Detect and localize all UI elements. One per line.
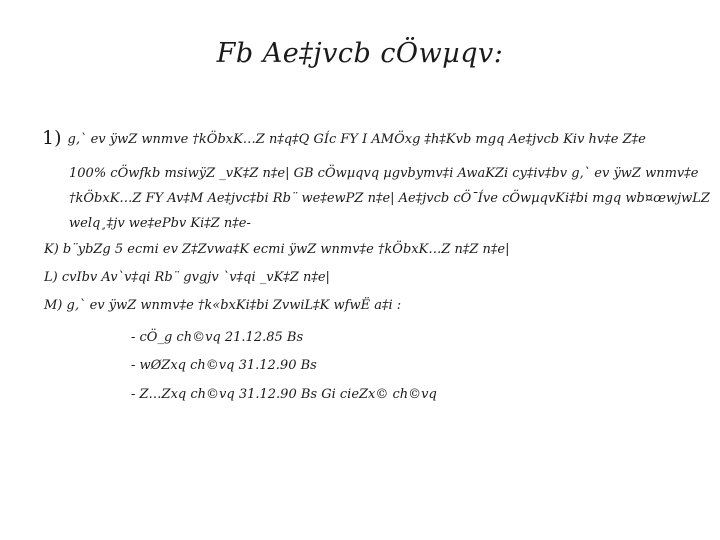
date-first-phase: - cÖ_g ch©vq 21.12.85 Bs bbox=[131, 330, 304, 345]
date-second-phase: - wØZxq ch©vq 31.12.90 Bs bbox=[131, 358, 317, 373]
slide-title: Fb Ae‡jvcb cÖwµqv: bbox=[216, 38, 504, 69]
item-1-text-line-1: g‚` ev ÿwZ wnmve †kÖbxK…Z n‡q‡Q GÍc FY I AMÖxg ‡h‡Kvb mgq Ae‡jvcb Kiv hv‡e Z‡e bbox=[67, 132, 646, 147]
item-1-line-1 bbox=[42, 127, 646, 149]
date-third-phase: - Z…Zxq ch©vq 31.12.90 Bs Gi cieZx© ch©vq bbox=[131, 387, 437, 402]
sub-item-k: K) b¨ybZg 5 ecmi ev Z‡Zvwa‡K ecmi ÿwZ wnmv‡e †kÖbxK…Z n‡Z n‡e| bbox=[44, 242, 510, 257]
sub-item-l: L) cvIbv Av`v‡qi Rb¨ gvgjv `v‡qi _vK‡Z n‡e| bbox=[44, 270, 330, 285]
item-1-number: 1) bbox=[42, 127, 62, 149]
item-1-text-line-2: 100% cÖwfkb msiwÿZ _vK‡Z n‡e| GB cÖwµqvq µgvbymv‡i AwaKZi cy‡iv‡bv g‚` ev ÿwZ wnmv‡e bbox=[69, 166, 699, 181]
sub-item-m: M) g‚` ev ÿwZ wnmv‡e †k«bxKi‡bi ZvwiL‡K wfwË a‡i : bbox=[44, 298, 402, 313]
item-1-text-line-3: †kÖbxK…Z FY Av‡M Ae‡jvc‡bi Rb¨ we‡ewPZ n‡e| Ae‡jvcb cÖ¯Íve cÖwµqvKi‡bi mgq wb¤œwjwLZ bbox=[69, 191, 710, 206]
item-1-text-line-4: welq¸‡jv we‡ePbv Ki‡Z n‡e- bbox=[69, 216, 251, 231]
